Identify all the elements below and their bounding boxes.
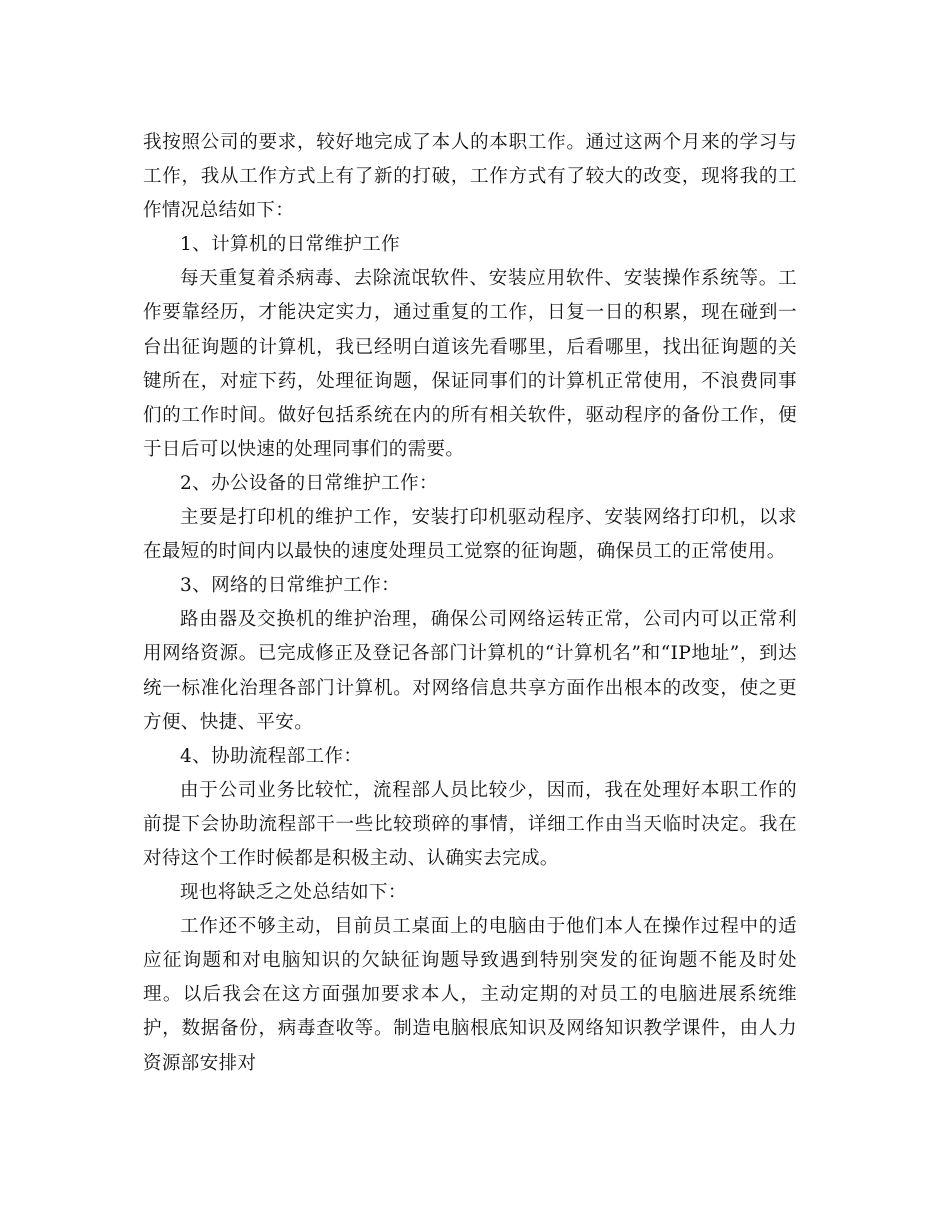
section-heading-4: 4、协助流程部工作： xyxy=(180,745,363,767)
paragraph-shortcomings-intro: 现也将缺乏之处总结如下： xyxy=(180,882,407,904)
section-heading-1: 1、计算机的日常维护工作 xyxy=(180,234,401,256)
paragraph-computer-maintenance: 每天重复着杀病毒、去除流氓软件、安装应用软件、安装操作系统等。工作要靠经历，才能决定实力，通过重复的工作，日复一日的积累，现在碰到一台出征询题的计算机，我已经明白道该先看哪里，后看哪里，找出征询题的关键所在，对症下药，处理征询题，保证同事们的计算机正常使用，不浪费同事们的工作时间。做好包括系统在内的所有相关软件，驱动程序的备份工作，便于日后可以快速的处理同事们的需要。 xyxy=(143,268,797,460)
section-heading-2: 2、办公设备的日常维护工作： xyxy=(180,472,438,494)
paragraph-office-equipment: 主要是打印机的维护工作，安装打印机驱动程序、安装网络打印机，以求在最短的时间内以最快的速度处理员工觉察的征询题，确保员工的正常使用。 xyxy=(143,507,797,563)
paragraph-shortcomings: 工作还不够主动，目前员工桌面上的电脑由于他们本人在操作过程中的适应征询题和对电脑知识的欠缺征询题导致遇到特别突发的征询题不能及时处理。以后我会在这方面强加要求本人，主动定期的对员工的电脑进展系统维护，数据备份，病毒查收等。制造电脑根底知识及网络知识教学课件，由人力资源部安排对 xyxy=(143,916,797,1074)
section-heading-3: 3、网络的日常维护工作： xyxy=(180,575,401,597)
paragraph-network-maintenance: 路由器及交换机的维护治理，确保公司网络运转正常，公司内可以正常利用网络资源。已完成修正及登记各部门计算机的“计算机名”和“IP地址”，到达统一标准化治理各部门计算机。对网络信息共享方面作出根本的改变，使之更方便、快捷、平安。 xyxy=(143,609,797,733)
paragraph-intro: 我按照公司的要求，较好地完成了本人的本职工作。通过这两个月来的学习与工作，我从工作方式上有了新的打破，工作方式有了较大的改变，现将我的工作情况总结如下： xyxy=(143,132,797,222)
paragraph-process-support: 由于公司业务比较忙，流程部人员比较少，因而，我在处理好本职工作的前提下会协助流程部干一些比较琐碎的事情，详细工作由当天临时决定。我在对待这个工作时候都是积极主动、认确实去完成。 xyxy=(143,779,797,869)
document-body xyxy=(143,126,797,1081)
